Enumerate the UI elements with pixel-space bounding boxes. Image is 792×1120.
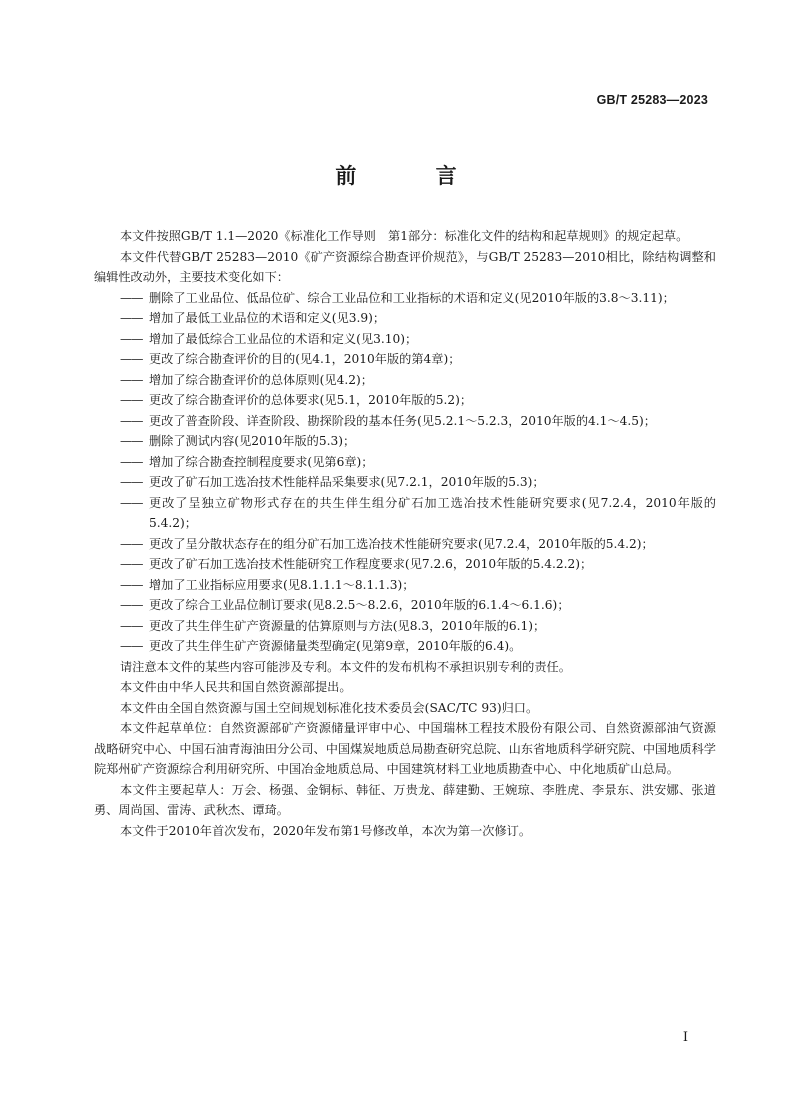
list-item-text: 更改了普查阶段、详查阶段、勘探阶段的基本任务(见5.2.1～5.2.3，2010年版的4.1～4.5)； <box>149 413 656 428</box>
dash-marker: —— <box>120 557 143 571</box>
list-item-text: 增加了工业指标应用要求(见8.1.1.1～8.1.1.3)； <box>149 577 415 592</box>
list-item-text: 更改了呈独立矿物形式存在的共生伴生组分矿石加工选冶技术性能研究要求(见7.2.4，2010年版的5.4.2)； <box>149 495 716 530</box>
paragraph-drafting-units: 本文件起草单位：自然资源部矿产资源储量评审中心、中国瑞林工程技术股份有限公司、自然资源部油气资源战略研究中心、中国石油青海油田分公司、中国煤炭地质总局勘查研究总院、山东省地质科学研究院、中国地质科学院郑州矿产资源综合利用研究所、中国冶金地质总局、中国建筑材料工业地质勘查中心、中化地质矿山总局。 <box>94 721 716 776</box>
paragraph-history: 本文件于2010年首次发布，2020年发布第1号修改单，本次为第一次修订。 <box>120 823 532 838</box>
list-item-text: 更改了矿石加工选冶技术性能研究工作程度要求(见7.2.6，2010年版的5.4.2.2)； <box>149 557 593 571</box>
paragraph-drafters: 本文件主要起草人：万会、杨强、金铜标、韩征、万贵龙、薛建勤、王婉琼、李胜虎、李景东、洪安娜、张道勇、周尚国、雷涛、武秋杰、谭琦。 <box>94 782 716 817</box>
dash-marker: —— <box>120 290 143 305</box>
paragraph-patent-notice: 请注意本文件的某些内容可能涉及专利。本文件的发布机构不承担识别专利的责任。 <box>120 659 571 674</box>
list-item <box>94 636 716 657</box>
page-title <box>0 160 792 190</box>
paragraph-replacement: 本文件代替GB/T 25283—2010《矿产资源综合勘查评价规范》，与GB/T 25283—2010相比，除结构调整和编辑性改动外，主要技术变化如下： <box>94 249 716 284</box>
dash-marker: —— <box>120 434 143 448</box>
dash-marker: —— <box>120 413 143 428</box>
list-item <box>94 472 716 493</box>
paragraph-drafting-rules: 本文件按照GB/T 1.1—2020《标准化工作导则 第1部分：标准化文件的结构和起草规则》的规定起草。 <box>120 229 689 243</box>
dash-marker: —— <box>120 393 143 407</box>
list-item <box>94 452 716 473</box>
dash-marker: —— <box>120 639 143 653</box>
list-item-text: 增加了最低综合工业品位的术语和定义(见3.10)； <box>149 331 418 346</box>
list-item <box>94 575 716 596</box>
list-item <box>94 493 716 534</box>
list-item-text: 更改了呈分散状态存在的组分矿石加工选冶技术性能研究要求(见7.2.4，2010年版的5.4.2)； <box>149 536 654 551</box>
list-item <box>94 431 716 452</box>
dash-marker: —— <box>120 598 143 612</box>
list-item-text: 删除了工业品位、低品位矿、综合工业品位和工业指标的术语和定义(见2010年版的3.8～3.11)； <box>149 290 675 305</box>
list-item-text: 更改了共生伴生矿产资源储量类型确定(见第9章，2010年版的6.4)。 <box>149 639 522 653</box>
dash-marker: —— <box>120 454 143 469</box>
dash-marker: —— <box>120 311 143 325</box>
page-title-text: 前 言 <box>335 163 493 188</box>
list-item <box>94 390 716 411</box>
dash-marker: —— <box>120 618 143 633</box>
dash-marker: —— <box>120 372 143 387</box>
page-number: I <box>682 1030 688 1045</box>
list-item <box>94 308 716 329</box>
standard-number: GB/T 25283—2023 <box>596 93 708 107</box>
list-item <box>94 554 716 575</box>
list-item <box>94 349 716 370</box>
document-body <box>94 226 716 841</box>
dash-marker: —— <box>120 352 143 366</box>
list-item <box>94 411 716 432</box>
paragraph-proposer: 本文件由中华人民共和国自然资源部提出。 <box>120 680 352 694</box>
dash-marker: —— <box>120 475 143 489</box>
dash-marker: —— <box>120 536 143 551</box>
list-item <box>94 329 716 350</box>
paragraph-committee: 本文件由全国自然资源与国土空间规划标准化技术委员会(SAC/TC 93)归口。 <box>120 700 539 715</box>
list-item <box>94 595 716 616</box>
list-item <box>94 616 716 637</box>
list-item-text: 增加了综合勘查评价的总体原则(见4.2)； <box>149 372 373 387</box>
list-item-text: 更改了综合工业品位制订要求(见8.2.5～8.2.6，2010年版的6.1.4～6.1.6)； <box>149 598 570 612</box>
dash-marker: —— <box>120 331 143 346</box>
list-item-text: 更改了共生伴生矿产资源量的估算原则与方法(见8.3，2010年版的6.1)； <box>149 618 546 633</box>
list-item <box>94 288 716 309</box>
list-item-text: 更改了综合勘查评价的总体要求(见5.1，2010年版的5.2)； <box>149 393 473 407</box>
changes-list <box>94 288 716 657</box>
dash-marker: —— <box>120 495 143 510</box>
list-item <box>94 534 716 555</box>
list-item <box>94 370 716 391</box>
list-item-text: 增加了最低工业品位的术语和定义(见3.9)； <box>149 311 386 325</box>
list-item-text: 增加了综合勘查控制程度要求(见第6章)； <box>149 454 374 469</box>
list-item-text: 更改了矿石加工选冶技术性能样品采集要求(见7.2.1，2010年版的5.3)； <box>149 475 545 489</box>
list-item-text: 删除了测试内容(见2010年版的5.3)； <box>149 434 356 448</box>
dash-marker: —— <box>120 577 143 592</box>
list-item-text: 更改了综合勘查评价的目的(见4.1，2010年版的第4章)； <box>149 352 461 366</box>
